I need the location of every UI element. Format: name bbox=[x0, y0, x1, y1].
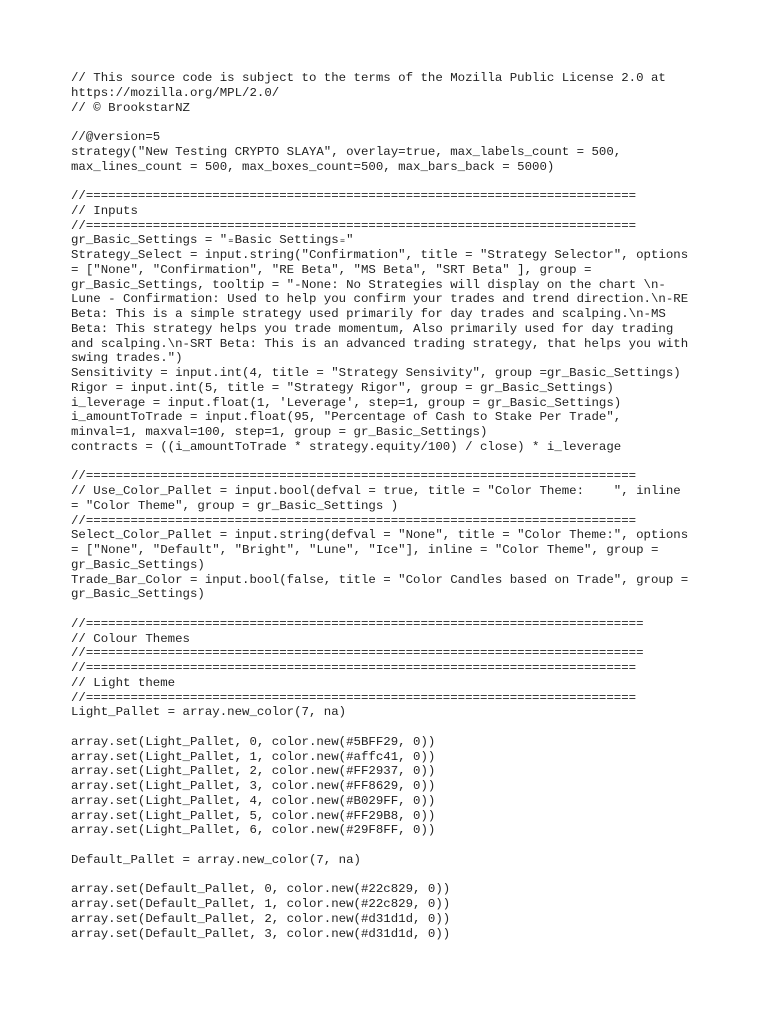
code-line: Beta: This is a simple strategy used primarily for day trades and scalping.\n-MS bbox=[71, 307, 666, 321]
code-line: gr_Basic_Settings, tooltip = "-None: No Strategies will display on the chart \n- bbox=[71, 277, 666, 292]
code-line: contracts = ((i_amountToTrade * strategy.equity/100) / close) * i_leverage bbox=[71, 439, 622, 454]
blank-line bbox=[71, 868, 711, 883]
code-line: gr_Basic_Settings = "₌Basic Settings₌" bbox=[71, 233, 354, 248]
code-line: Light_Pallet = array.new_color(7, na) bbox=[71, 705, 347, 720]
code-line: Lune - Confirmation: Used to help you confirm your trades and trend direction.\n-RE bbox=[71, 292, 689, 307]
code-line: swing trades.") bbox=[71, 351, 183, 366]
code-line: //========================================================================== bbox=[71, 189, 637, 203]
code-line: // Inputs bbox=[71, 203, 138, 218]
code-line: Select_Color_Pallet = input.string(defval = "None", title = "Color Theme:", options bbox=[71, 528, 689, 543]
code-line: //========================================================================== bbox=[71, 513, 637, 528]
code-line: //========================================================================== bbox=[71, 690, 637, 705]
code-line: Default_Pallet = array.new_color(7, na) bbox=[71, 852, 361, 867]
blank-line bbox=[71, 838, 711, 853]
code-line: Strategy_Select = input.string("Confirmation", title = "Strategy Selector", options bbox=[71, 248, 689, 262]
code-line: array.set(Default_Pallet, 1, color.new(#22c829, 0)) bbox=[71, 897, 451, 911]
code-line: array.set(Light_Pallet, 3, color.new(#FF8629, 0)) bbox=[71, 779, 436, 793]
code-line: array.set(Light_Pallet, 2, color.new(#FF2937, 0)) bbox=[71, 764, 436, 779]
code-line: max_lines_count = 500, max_boxes_count=500, max_bars_back = 5000) bbox=[71, 159, 555, 174]
code-line: Trade_Bar_Color = input.bool(false, title = "Color Candles based on Trade", group = bbox=[71, 572, 689, 587]
code-line: //========================================================================== bbox=[71, 469, 637, 484]
code-line: //========================================================================== bbox=[71, 218, 637, 233]
blank-line bbox=[71, 115, 711, 130]
code-line: i_amountToTrade = input.float(95, "Percentage of Cash to Stake Per Trade", bbox=[71, 410, 622, 425]
code-line: array.set(Light_Pallet, 0, color.new(#5BFF29, 0)) bbox=[71, 734, 436, 749]
code-line: = ["None", "Default", "Bright", "Lune", "Ice"], inline = "Color Theme", group = bbox=[71, 543, 659, 557]
code-line: // Colour Themes bbox=[71, 631, 190, 646]
code-line: Rigor = input.int(5, title = "Strategy Rigor", group = gr_Basic_Settings) bbox=[71, 380, 614, 395]
blank-line bbox=[71, 174, 711, 189]
code-document bbox=[71, 71, 711, 941]
code-line: gr_Basic_Settings) bbox=[71, 587, 205, 602]
code-line: Sensitivity = input.int(4, title = "Strategy Sensivity", group =gr_Basic_Settings) bbox=[71, 366, 681, 380]
code-line: i_leverage = input.float(1, 'Leverage', step=1, group = gr_Basic_Settings) bbox=[71, 395, 622, 410]
blank-line bbox=[71, 602, 711, 617]
code-line: //@version=5 bbox=[71, 130, 161, 144]
blank-line bbox=[71, 720, 711, 735]
code-line: array.set(Default_Pallet, 0, color.new(#22c829, 0)) bbox=[71, 882, 451, 897]
code-line: array.set(Light_Pallet, 6, color.new(#29F8FF, 0)) bbox=[71, 823, 436, 838]
code-line: // © BrookstarNZ bbox=[71, 100, 190, 115]
code-line: //=========================================================================== bbox=[71, 616, 644, 631]
code-line: // Use_Color_Pallet = input.bool(defval = true, title = "Color Theme: ", inline bbox=[71, 484, 681, 498]
code-line: // This source code is subject to the terms of the Mozilla Public License 2.0 at bbox=[71, 71, 666, 85]
code-line: https://mozilla.org/MPL/2.0/ bbox=[71, 85, 280, 100]
code-line: Beta: This strategy helps you trade momentum, Also primarily used for day trading bbox=[71, 321, 674, 336]
code-line: gr_Basic_Settings) bbox=[71, 557, 205, 572]
code-line: array.set(Light_Pallet, 1, color.new(#affc41, 0)) bbox=[71, 749, 436, 764]
code-line: array.set(Default_Pallet, 3, color.new(#d31d1d, 0)) bbox=[71, 926, 451, 941]
code-line: //========================================================================== bbox=[71, 661, 637, 675]
code-line: array.set(Default_Pallet, 2, color.new(#d31d1d, 0)) bbox=[71, 911, 451, 926]
code-line: = ["None", "Confirmation", "RE Beta", "MS Beta", "SRT Beta" ], group = bbox=[71, 262, 592, 277]
code-line: array.set(Light_Pallet, 5, color.new(#FF29B8, 0)) bbox=[71, 808, 436, 823]
code-line: = "Color Theme", group = gr_Basic_Settings ) bbox=[71, 498, 399, 513]
blank-line bbox=[71, 455, 711, 470]
code-line: // Light theme bbox=[71, 675, 176, 690]
code-line: //=========================================================================== bbox=[71, 646, 644, 661]
code-line: array.set(Light_Pallet, 4, color.new(#B029FF, 0)) bbox=[71, 793, 436, 808]
code-line: strategy("New Testing CRYPTO SLAYA", overlay=true, max_labels_count = 500, bbox=[71, 144, 622, 159]
code-line: minval=1, maxval=100, step=1, group = gr_Basic_Settings) bbox=[71, 425, 488, 439]
code-line: and scalping.\n-SRT Beta: This is an advanced trading strategy, that helps you with bbox=[71, 336, 689, 351]
